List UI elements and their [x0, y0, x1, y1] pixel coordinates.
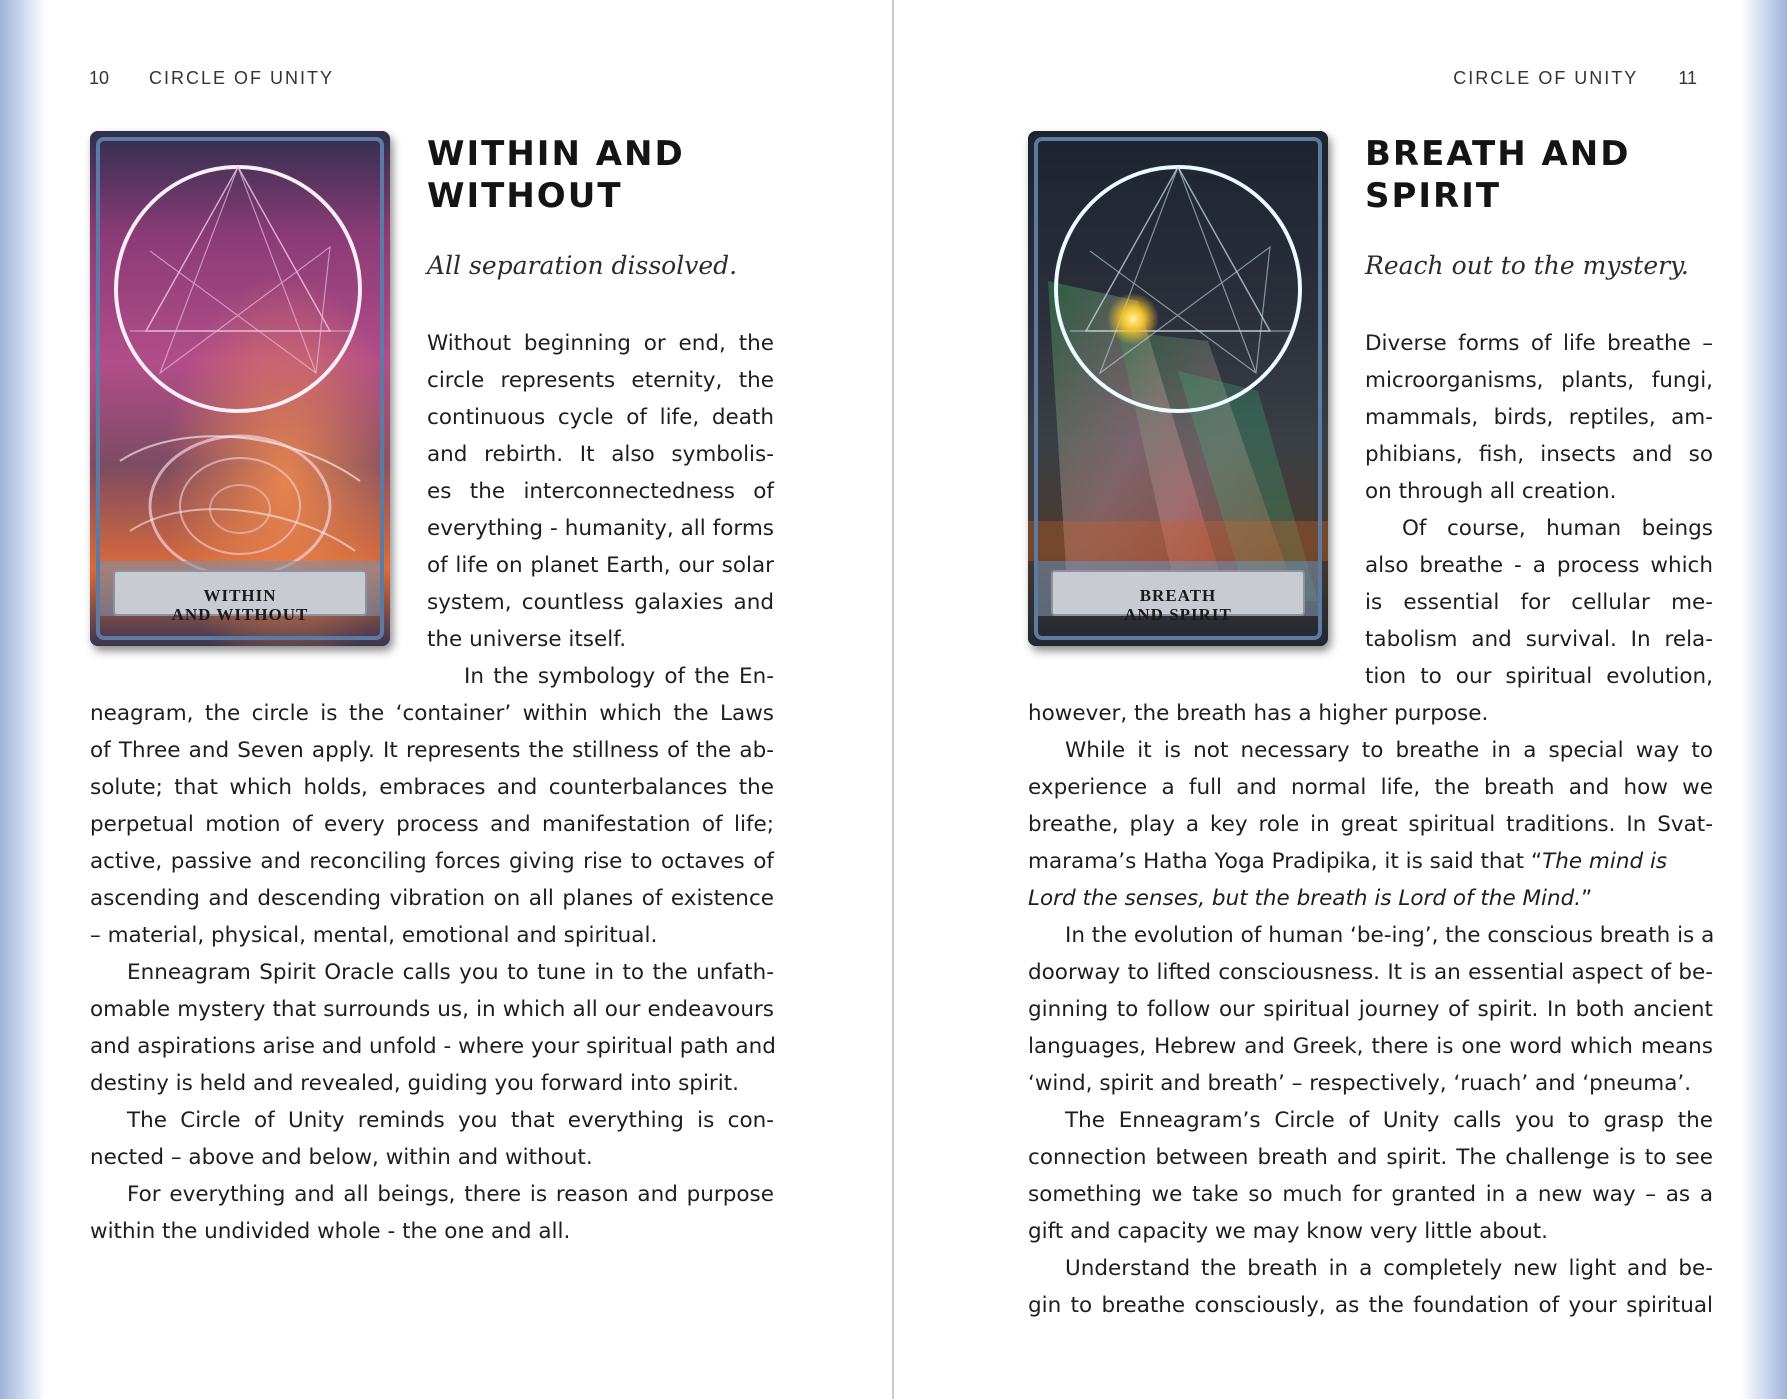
running-head-left — [89, 68, 334, 90]
card-label-line-1: BREATH — [1139, 586, 1217, 605]
body-text: marama’s Hatha Yoga Pradipika, it is said that “ — [1028, 849, 1543, 874]
body-line: the universe itself. — [427, 627, 627, 652]
body-line: of life on planet Earth, our solar — [427, 553, 774, 578]
card-label-line-2: AND SPIRIT — [1124, 605, 1232, 624]
body-line: everything - humanity, all forms — [427, 516, 774, 541]
body-line: within the undivided whole - the one and all. — [90, 1219, 571, 1244]
body-line: While it is not necessary to breathe in a special way to — [1065, 738, 1713, 763]
card-tagline: All separation dissolved. — [427, 251, 738, 280]
quote-italic: Lord the senses, but the breath is Lord of the Mind. — [1028, 886, 1582, 911]
body-line: and rebirth. It also symbolis- — [427, 442, 774, 467]
card-tagline: Reach out to the mystery. — [1365, 251, 1689, 280]
card-title-line-2: WITHOUT — [427, 176, 623, 216]
body-line: The Enneagram’s Circle of Unity calls you to grasp the — [1065, 1108, 1713, 1133]
body-line: doorway to lifted consciousness. It is an essential aspect of be- — [1028, 960, 1713, 985]
body-line: and aspirations arise and unfold - where your spiritual path and — [90, 1034, 776, 1059]
body-line: destiny is held and revealed, guiding you forward into spirit. — [90, 1071, 739, 1096]
body-line: however, the breath has a higher purpose. — [1028, 701, 1489, 726]
running-head-right — [1453, 68, 1697, 90]
body-line: system, countless galaxies and — [427, 590, 774, 615]
card-title — [427, 133, 797, 217]
card-artwork — [1028, 131, 1328, 646]
page-number: 11 — [1678, 68, 1697, 88]
body-line: neagram, the circle is the ‘container’ within which the Laws — [90, 701, 774, 726]
oracle-card-breath-and-spirit — [1028, 131, 1328, 646]
body-line: also breathe - a process which — [1365, 553, 1713, 578]
body-line: For everything and all beings, there is reason and purpose — [127, 1182, 774, 1207]
body-line: es the interconnectedness of — [427, 479, 774, 504]
body-line: of Three and Seven apply. It represents the stillness of the ab- — [90, 738, 774, 763]
card-label — [118, 586, 362, 624]
body-line: experience a full and normal life, the breath and how we — [1028, 775, 1713, 800]
body-line — [1028, 843, 1713, 880]
right-page — [894, 0, 1787, 1399]
body-line: phibians, fish, insects and so — [1365, 442, 1713, 467]
card-title-line-1: WITHIN AND — [427, 134, 685, 174]
body-line: continuous cycle of life, death — [427, 405, 774, 430]
body-line: tion to our spiritual evolution, — [1365, 664, 1713, 689]
body-line: microorganisms, plants, fungi, — [1365, 368, 1713, 393]
body-line: breathe, play a key role in great spiritual traditions. In Svat- — [1028, 812, 1713, 837]
body-line: ascending and descending vibration on all planes of existence — [90, 886, 774, 911]
card-label-line-1: WITHIN — [203, 586, 277, 605]
body-line: – material, physical, mental, emotional and spiritual. — [90, 923, 658, 948]
body-line: something we take so much for granted in a new way – as a — [1028, 1182, 1713, 1207]
body-line: The Circle of Unity reminds you that everything is con- — [127, 1108, 774, 1133]
body-line: connection between breath and spirit. The challenge is to see — [1028, 1145, 1713, 1170]
body-line: In the evolution of human ‘be-ing’, the conscious breath is a — [1065, 923, 1715, 948]
body-line: ‘wind, spirit and breath’ – respectively, ‘ruach’ and ‘pneuma’. — [1028, 1071, 1692, 1096]
body-line: gift and capacity we may know very little about. — [1028, 1219, 1548, 1244]
body-line: ginning to follow our spiritual journey of spirit. In both ancient — [1028, 997, 1713, 1022]
body-line: Understand the breath in a completely new light and be- — [1065, 1256, 1713, 1281]
body-line: gin to breathe consciously, as the foundation of your spiritual — [1028, 1293, 1713, 1318]
body-line: tabolism and survival. In rela- — [1365, 627, 1713, 652]
card-label-line-2: AND WITHOUT — [171, 605, 309, 624]
body-line: perpetual motion of every process and manifestation of life; — [90, 812, 774, 837]
body-line: solute; that which holds, embraces and counterbalances the — [90, 775, 774, 800]
body-line: nected – above and below, within and without. — [90, 1145, 593, 1170]
body-line: is essential for cellular me- — [1365, 590, 1713, 615]
card-artwork — [90, 131, 390, 646]
body-line — [1028, 880, 1713, 917]
body-line: active, passive and reconciling forces giving rise to octaves of — [90, 849, 774, 874]
card-title — [1365, 133, 1735, 217]
body-line: mammals, birds, reptiles, am- — [1365, 405, 1713, 430]
card-label — [1056, 586, 1300, 624]
body-line: Of course, human beings — [1402, 516, 1713, 541]
body-line: Enneagram Spirit Oracle calls you to tune in to the unfath- — [127, 960, 774, 985]
quote-italic: The mind is — [1542, 849, 1668, 874]
quote-close: ” — [1581, 886, 1593, 911]
page-number: 10 — [89, 68, 110, 88]
body-line: on through all creation. — [1365, 479, 1617, 504]
body-line: In the symbology of the En- — [464, 664, 774, 689]
body-line: languages, Hebrew and Greek, there is one word which means — [1028, 1034, 1713, 1059]
left-page — [0, 0, 892, 1399]
running-head-title: CIRCLE OF UNITY — [1453, 68, 1639, 88]
oracle-card-within-and-without — [90, 131, 390, 646]
body-line: circle represents eternity, the — [427, 368, 774, 393]
body-line: Without beginning or end, the — [427, 331, 774, 356]
body-line: omable mystery that surrounds us, in which all our endeavours — [90, 997, 774, 1022]
body-line: Diverse forms of life breathe – — [1365, 331, 1713, 356]
card-title-line-2: SPIRIT — [1365, 176, 1502, 216]
running-head-title: CIRCLE OF UNITY — [149, 68, 335, 88]
card-title-line-1: BREATH AND — [1365, 134, 1631, 174]
